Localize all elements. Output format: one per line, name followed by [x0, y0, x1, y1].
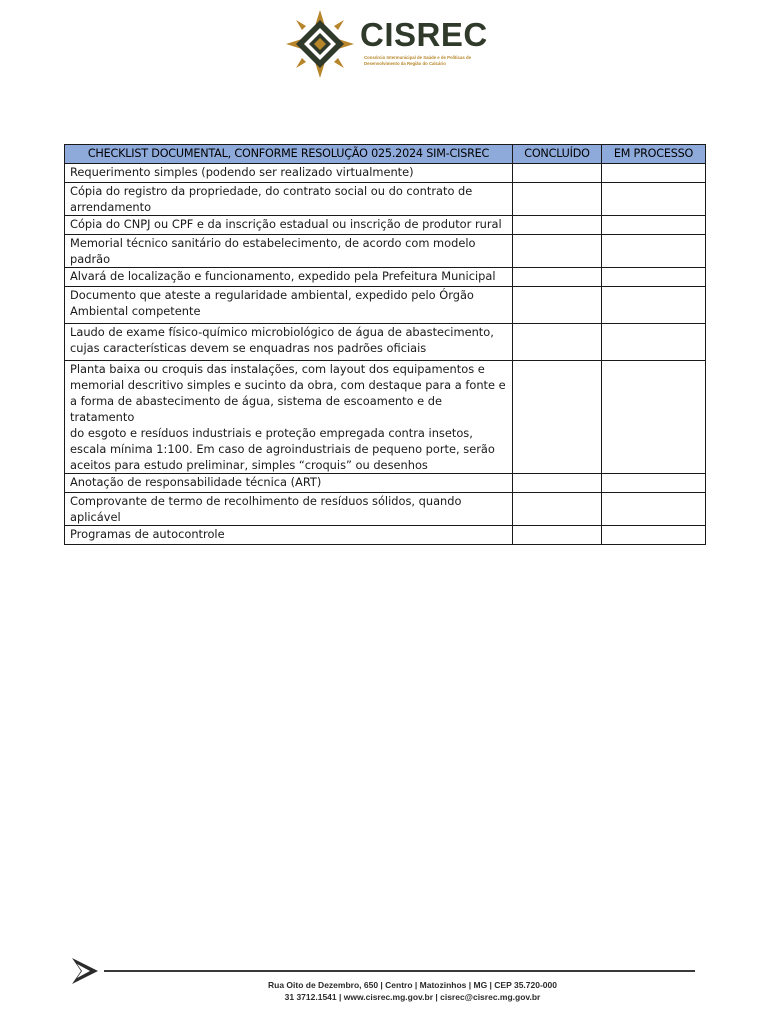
- checklist-item-line: Ambiental competente: [70, 304, 201, 318]
- table-row: [65, 493, 706, 526]
- checklist-table: [64, 144, 706, 545]
- brand-name: CISREC: [360, 16, 488, 53]
- table-row: [65, 324, 706, 361]
- checklist-item-line: aplicável: [70, 510, 121, 524]
- concluido-cell[interactable]: [513, 183, 602, 216]
- concluido-cell[interactable]: [513, 324, 602, 361]
- checklist-item-line: Memorial técnico sanitário do estabelecimento, de acordo com modelo: [70, 236, 476, 250]
- em-processo-cell[interactable]: [602, 268, 706, 287]
- concluido-cell[interactable]: [513, 287, 602, 324]
- table-row: [65, 474, 706, 493]
- checklist-item-line: Cópia do CNPJ ou CPF e da inscrição estadual ou inscrição de produtor rural: [70, 217, 502, 231]
- compass-star-icon: [284, 8, 356, 80]
- em-processo-cell[interactable]: [602, 324, 706, 361]
- concluido-cell[interactable]: [513, 268, 602, 287]
- em-processo-cell[interactable]: [602, 493, 706, 526]
- table-row: [65, 183, 706, 216]
- footer-address: Rua Oito de Dezembro, 650 | Centro | Matozinhos | MG | CEP 35.720-000: [268, 980, 557, 990]
- concluido-cell[interactable]: [513, 216, 602, 235]
- table-row: [65, 361, 706, 474]
- checklist-item: [65, 216, 513, 235]
- checklist-item-line: padrão: [70, 252, 111, 266]
- em-processo-cell[interactable]: [602, 287, 706, 324]
- checklist-item-line: Laudo de exame físico-químico microbiológico de água de abastecimento,: [70, 325, 494, 339]
- checklist-item-line: Requerimento simples (podendo ser realizado virtualmente): [70, 165, 414, 179]
- em-processo-cell[interactable]: [602, 164, 706, 183]
- checklist-item: [65, 361, 513, 474]
- column-header-checklist: CHECKLIST DOCUMENTAL, CONFORME RESOLUÇÃO 025.2024 SIM-CISREC: [65, 145, 513, 164]
- checklist-item: [65, 324, 513, 361]
- table-row: [65, 268, 706, 287]
- checklist-item-line: Planta baixa ou croquis das instalações, com layout dos equipamentos e: [70, 362, 485, 376]
- concluido-cell[interactable]: [513, 361, 602, 474]
- checklist-item-line: Alvará de localização e funcionamento, expedido pela Prefeitura Municipal: [70, 269, 496, 283]
- checklist-item-line: memorial descritivo simples e sucinto da obra, com destaque para a fonte e: [70, 378, 506, 392]
- em-processo-cell[interactable]: [602, 183, 706, 216]
- checklist-item: [65, 268, 513, 287]
- concluido-cell[interactable]: [513, 164, 602, 183]
- checklist-item: [65, 164, 513, 183]
- em-processo-cell[interactable]: [602, 235, 706, 268]
- concluido-cell[interactable]: [513, 526, 602, 545]
- em-processo-cell[interactable]: [602, 216, 706, 235]
- checklist-item-line: a forma de abastecimento de água, sistema de escoamento e de tratamento: [70, 394, 442, 424]
- table-row: [65, 216, 706, 235]
- em-processo-cell[interactable]: [602, 526, 706, 545]
- concluido-cell[interactable]: [513, 235, 602, 268]
- checklist-item-line: do esgoto e resíduos industriais e proteção empregada contra insetos,: [70, 426, 473, 440]
- checklist-item-line: arrendamento: [70, 200, 152, 214]
- column-header-concluido: CONCLUÍDO: [513, 145, 602, 164]
- checklist-item: [65, 287, 513, 324]
- checklist-item: [65, 474, 513, 493]
- table-row: [65, 526, 706, 545]
- checklist-item-line: aceitos para estudo preliminar, simples “croquis” ou desenhos: [70, 458, 428, 472]
- checklist-body: [65, 164, 706, 545]
- table-header-row: [65, 145, 706, 164]
- table-row: [65, 164, 706, 183]
- table-row: [65, 235, 706, 268]
- footer-divider: [104, 970, 695, 972]
- column-header-em-processo: EM PROCESSO: [602, 145, 706, 164]
- concluido-cell[interactable]: [513, 493, 602, 526]
- table-row: [65, 287, 706, 324]
- checklist-item-line: cujas características devem se enquadras nos padrões oficiais: [70, 341, 427, 355]
- checklist-item-line: Anotação de responsabilidade técnica (ART): [70, 475, 322, 489]
- em-processo-cell[interactable]: [602, 474, 706, 493]
- checklist-item-line: escala mínima 1:100. Em caso de agroindustriais de pequeno porte, serão: [70, 442, 495, 456]
- checklist-item: [65, 526, 513, 545]
- checklist-item: [65, 493, 513, 526]
- em-processo-cell[interactable]: [602, 361, 706, 474]
- arrow-right-icon: [70, 956, 100, 986]
- checklist-item-line: Programas de autocontrole: [70, 527, 225, 541]
- checklist-item-line: Comprovante de termo de recolhimento de resíduos sólidos, quando: [70, 494, 462, 508]
- checklist-item: [65, 183, 513, 216]
- checklist-item-line: Documento que ateste a regularidade ambiental, expedido pelo Órgão: [70, 288, 474, 302]
- checklist-item-line: Cópia do registro da propriedade, do contrato social ou do contrato de: [70, 184, 473, 198]
- footer-contact: 31 3712.1541 | www.cisrec.mg.gov.br | cisrec@cisrec.mg.gov.br: [284, 992, 541, 1002]
- checklist-item: [65, 235, 513, 268]
- concluido-cell[interactable]: [513, 474, 602, 493]
- page-header: [282, 8, 492, 80]
- brand-subtitle: Consórcio Intermunicipal de Saúde e de Políticas de Desenvolvimento da Região do Calcário: [364, 55, 471, 66]
